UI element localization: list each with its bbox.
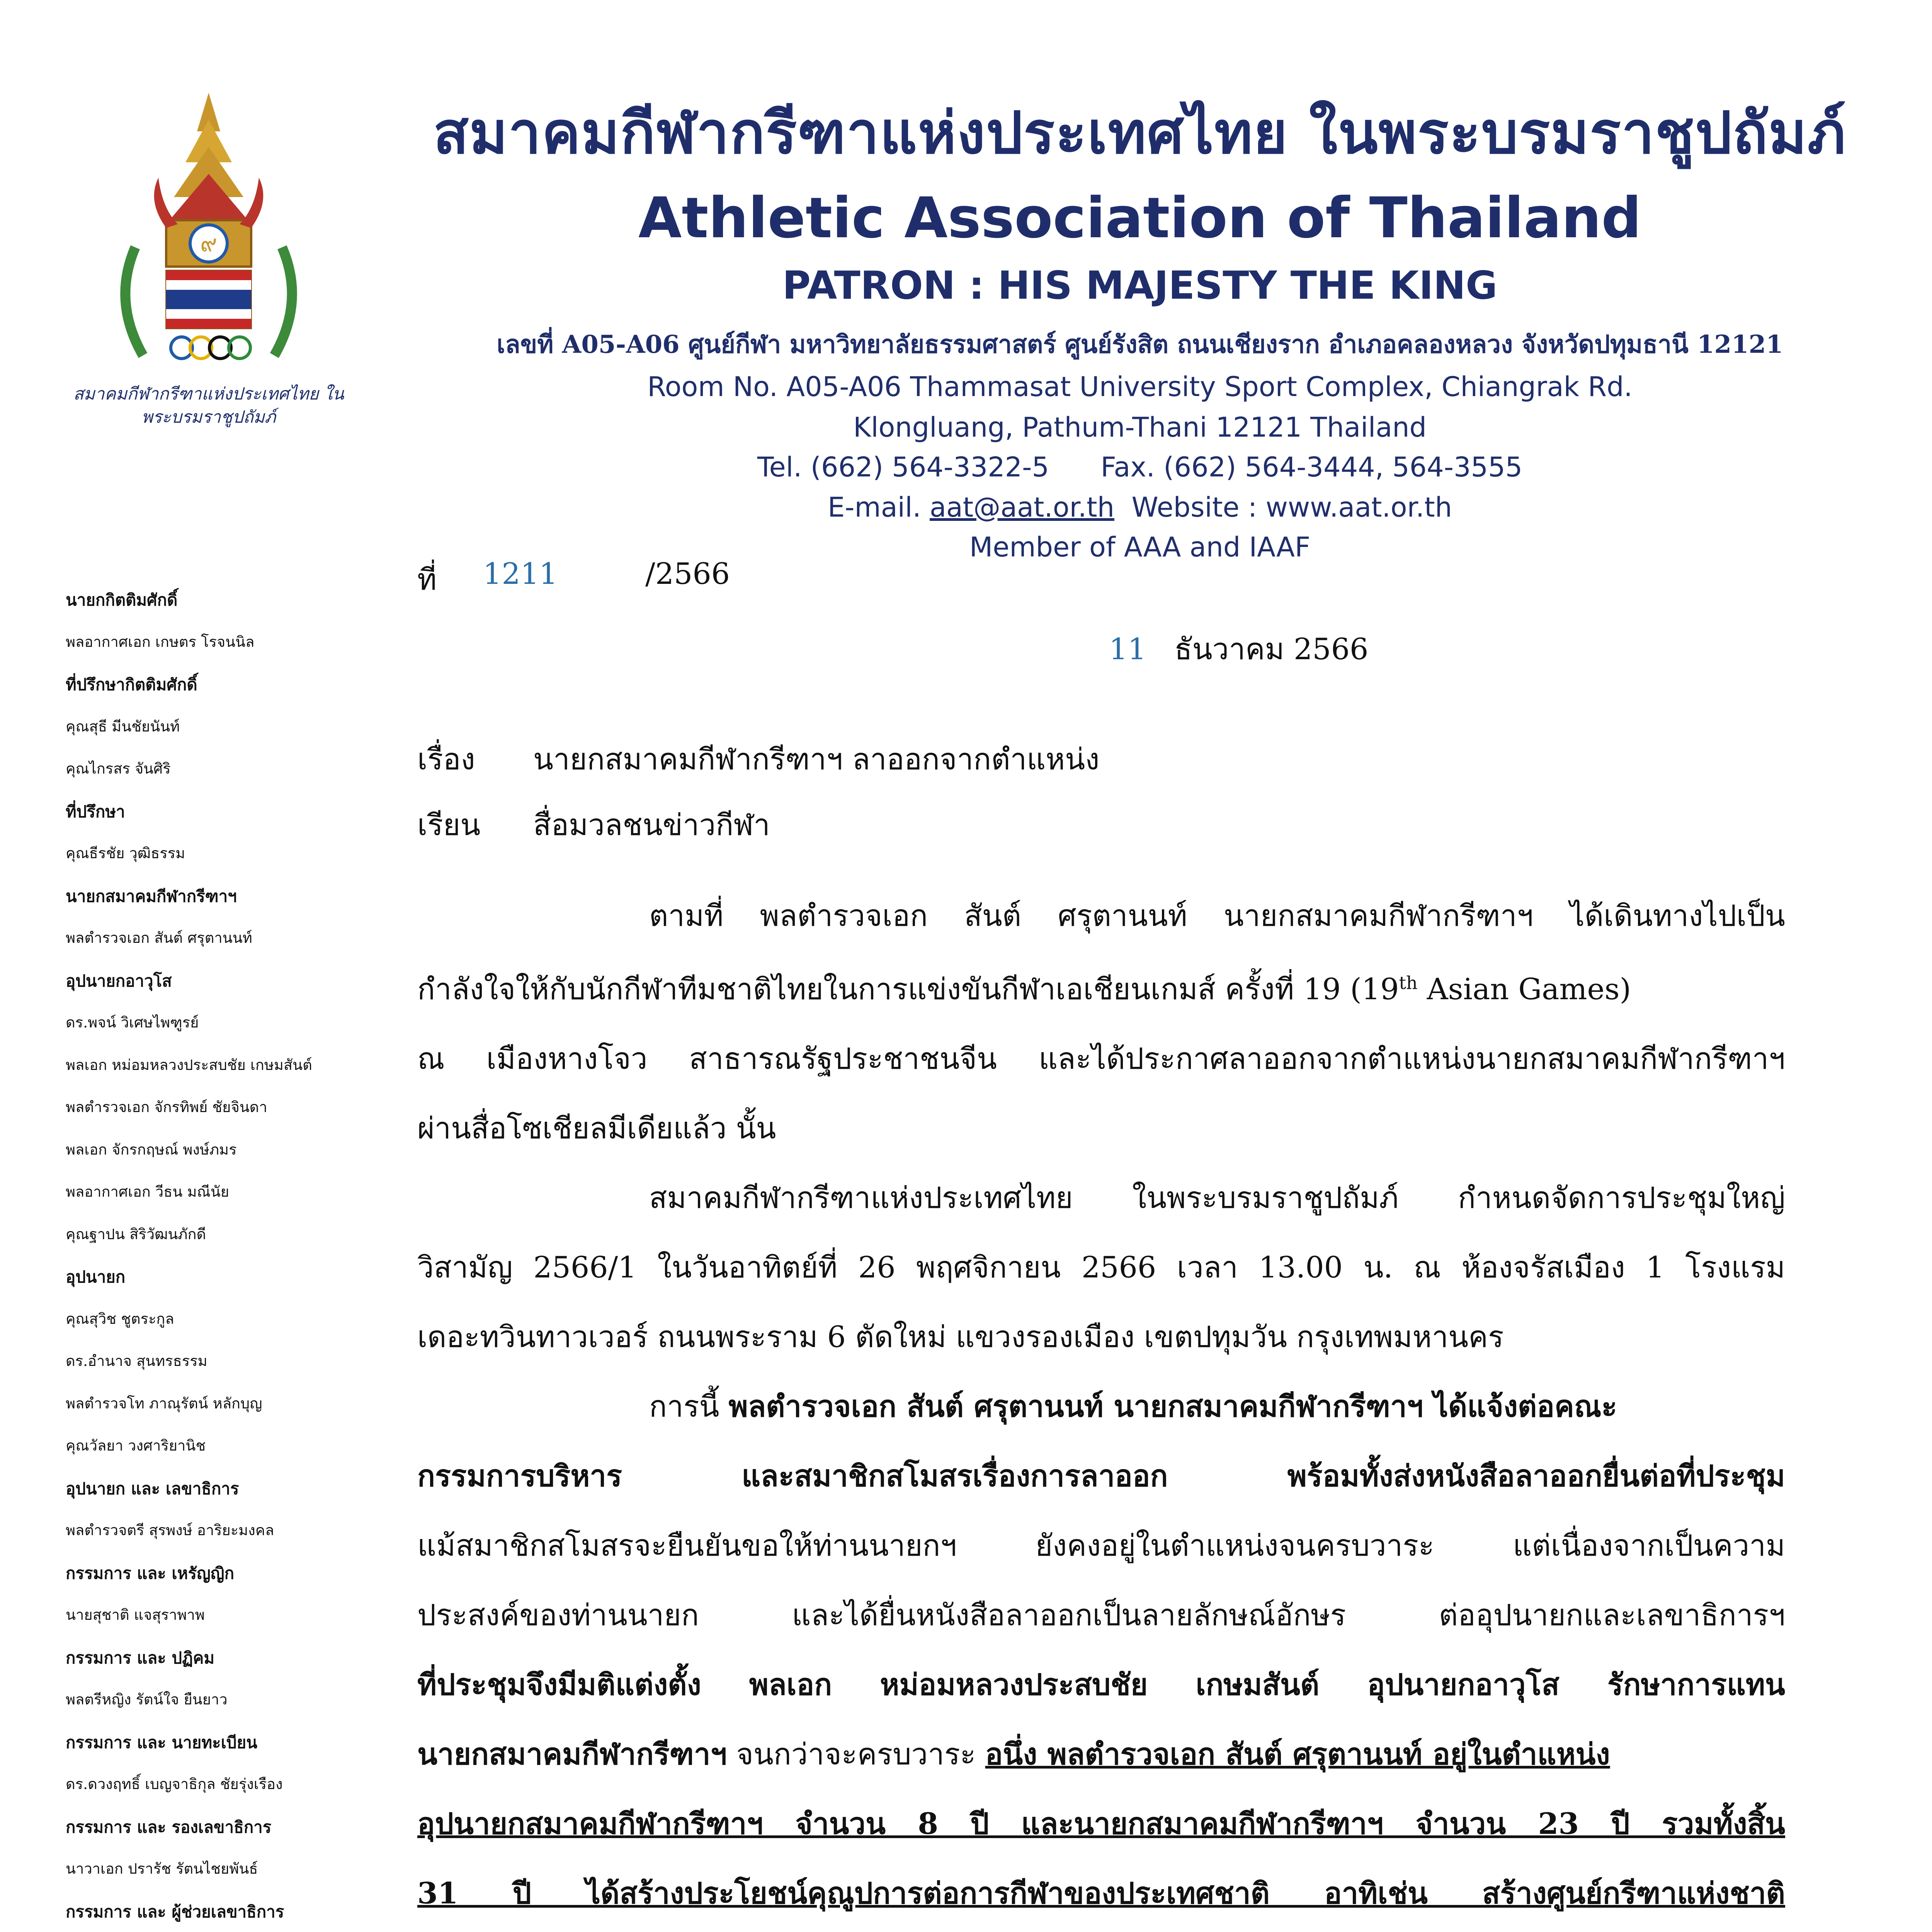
sidebar-row (66, 1222, 413, 1265)
committee-member-name: ดร.อำนาจ สุนทรธรรม (66, 1352, 207, 1369)
sidebar-row (66, 1730, 413, 1772)
email-label: E-mail. (828, 492, 921, 523)
ref-year: /2566 (645, 556, 730, 591)
sidebar-row (66, 1899, 413, 1932)
header-patron: PATRON : HIS MAJESTY THE KING (782, 263, 1498, 308)
committee-position: อุปนายกอาวุโส (66, 971, 172, 990)
ref-number: 1211 (483, 556, 558, 591)
sidebar-row (66, 1307, 413, 1349)
committee-position: นายกสมาคมกีฬากรีฑาฯ (66, 886, 237, 906)
committee-position: กรรมการ และ รองเลขาธิการ (66, 1817, 272, 1837)
sidebar-row (66, 1645, 413, 1688)
sidebar-row (66, 926, 413, 968)
p3-line-1: การนี้ พลตำรวจเอก สันต์ ศรุตานนท์ นายกสมาคมกีฬากรีฑาฯ ได้แจ้งต่อคณะ (649, 1389, 1617, 1423)
committee-position: กรรมการ และ นายทะเบียน (66, 1733, 257, 1752)
committee-position: นายกกิตติมศักดิ์ (66, 590, 178, 609)
website[interactable]: Website : www.aat.or.th (1131, 492, 1452, 523)
header-address-en-2: Klongluang, Pathum-Thani 12121 Thailand (853, 412, 1427, 443)
header-address-en-1: Room No. A05-A06 Thammasat University Sport Complex, Chiangrak Rd. (647, 371, 1633, 403)
p3-line-4: ประสงค์ของท่านนายก และได้ยื่นหนังสือลาออกเป็นลายลักษณ์อักษร ต่ออุปนายกและเลขาธิการฯ (417, 1598, 1785, 1632)
sidebar-row (66, 587, 413, 630)
header-title-english: Athletic Association of Thailand (638, 185, 1641, 251)
header-phone: Tel. (662) 564-3322-5 (757, 451, 1049, 483)
p1-line-1: ตามที่ พลตำรวจเอก สันต์ ศรุตานนท์ นายกสมาคมกีฬากรีฑาฯ ได้เดินทางไปเป็น (649, 898, 1785, 933)
date-month-year: ธันวาคม 2566 (1174, 632, 1369, 666)
committee-member-name: นาวาเอก ปรารัช รัตนไชยพันธ์ (66, 1860, 258, 1877)
header-contact-phone-fax (386, 451, 1893, 483)
sidebar-row (66, 630, 413, 672)
svg-text:๙: ๙ (200, 230, 217, 257)
sidebar-row (66, 1815, 413, 1857)
sidebar-row (66, 799, 413, 842)
sidebar-row (66, 1603, 413, 1645)
committee-member-name: ดร.พจน์ วิเศษไพฑูรย์ (66, 1014, 199, 1031)
committee-position: กรรมการ และ ผู้ช่วยเลขาธิการ (66, 1902, 284, 1921)
committee-member-name: คุณฐาปน สิริวัฒนภักดี (66, 1225, 206, 1243)
subject-text: นายกสมาคมกีฬากรีฑาฯ ลาออกจากตำแหน่ง (533, 742, 1100, 776)
document-date (1109, 626, 1368, 672)
sidebar-row (66, 672, 413, 714)
committee-position: อุปนายก และ เลขาธิการ (66, 1479, 239, 1498)
committee-position: อุปนายก (66, 1267, 126, 1286)
p3-line-8: 31 ปี ได้สร้างประโยชน์คุณูปการต่อการกีฬาของประเทศชาติ อาทิเช่น สร้างศูนย์กรีฑาแห่งชาติ (417, 1876, 1785, 1910)
sidebar-row (66, 1138, 413, 1180)
sidebar-row (66, 714, 413, 757)
sidebar-row (66, 968, 413, 1011)
sidebar-row (66, 1095, 413, 1138)
p3-line-7: อุปนายกสมาคมกีฬากรีฑาฯ จำนวน 8 ปี และนายกสมาคมกีฬากรีฑาฯ จำนวน 23 ปี รวมทั้งสิ้น (417, 1806, 1785, 1841)
p2-line-1: สมาคมกีฬากรีฑาแห่งประเทศไทย ในพระบรมราชูปถัมภ์ กำหนดจัดการประชุมใหญ่ (649, 1180, 1785, 1215)
sidebar-row (66, 1264, 413, 1307)
committee-member-name: นายสุชาติ แจสุราพาพ (66, 1606, 205, 1623)
sidebar-row (66, 1772, 413, 1815)
sidebar-row (66, 1010, 413, 1053)
p2-line-3: เดอะทวินทาวเวอร์ ถนนพระราม 6 ตัดใหม่ แขวงรองเมือง เขตปทุมวัน กรุงเทพมหานคร (417, 1320, 1504, 1354)
p3-line-6: นายกสมาคมกีฬากรีฑาฯ จนกว่าจะครบวาระ อนึ่ง พลตำรวจเอก สันต์ ศรุตานนท์ อยู่ในตำแหน่ง (417, 1737, 1610, 1771)
committee-member-name: พลอากาศเอก เกษตร โรจนนิล (66, 633, 255, 650)
header-contact-web (386, 492, 1893, 523)
committee-member-name: คุณไกรสร จันศิริ (66, 760, 171, 777)
p2-line-2: วิสามัญ 2566/1 ในวันอาทิตย์ที่ 26 พฤศจิกายน 2566 เวลา 13.00 น. ณ ห้องจรัสเมือง 1 โรงแรม (417, 1250, 1785, 1284)
date-day: 11 (1109, 632, 1146, 666)
sidebar-row (66, 1518, 413, 1561)
reference-line (417, 556, 437, 603)
committee-member-name: คุณสุธี มีนชัยนันท์ (66, 718, 180, 735)
committee-position: ที่ปรึกษา (66, 802, 125, 821)
committee-position: กรรมการ และ เหรัญญิก (66, 1563, 235, 1583)
subject-label: เรื่อง (417, 742, 475, 776)
committee-member-name: คุณธีรชัย วุฒิธรรม (66, 845, 185, 862)
recipient-label: เรียน (417, 808, 481, 842)
sidebar-row (66, 1053, 413, 1095)
sidebar-row (66, 1476, 413, 1519)
p3-line-2: กรรมการบริหาร และสมาชิกสโมสรเรื่องการลาออก พร้อมทั้งส่งหนังสือลาออกยื่นต่อที่ประชุม (417, 1459, 1785, 1493)
sidebar-row (66, 1687, 413, 1730)
sidebar-row (66, 884, 413, 926)
p1-line-3: ณ เมืองหางโจว สาธารณรัฐประชาชนจีน และได้ประกาศลาออกจากตำแหน่งนายกสมาคมกีฬากรีฑาฯ (417, 1041, 1785, 1076)
committee-member-name: พลตำรวจโท ภาณุรัตน์ หลักบุญ (66, 1395, 262, 1412)
committee-sidebar (66, 587, 413, 1932)
recipient-text: สื่อมวลชนข่าวกีฬา (533, 808, 770, 842)
header-fax: Fax. (662) 564-3444, 564-3555 (1100, 451, 1523, 483)
association-logo (70, 85, 348, 433)
committee-member-name: คุณสุวิช ชูตระกูล (66, 1310, 174, 1327)
committee-member-name: พลตำรวจเอก จักรทิพย์ ชัยจินดา (66, 1099, 267, 1116)
sidebar-row (66, 1561, 413, 1603)
committee-member-name: คุณวัลยา วงศาริยานิช (66, 1437, 206, 1454)
header-title-thai: สมาคมกีฬากรีฑาแห่งประเทศไทย ในพระบรมราชูปถัมภ์ (433, 99, 1847, 167)
email-link[interactable]: aat@aat.or.th (930, 492, 1114, 523)
committee-member-name: พลตำรวจเอก สันต์ ศรุตานนท์ (66, 929, 252, 946)
logo-caption: สมาคมกีฬากรีฑาแห่งประเทศไทย ในพระบรมราชูปถัมภ์ (73, 384, 344, 427)
committee-position: ที่ปรึกษากิตติมศักดิ์ (66, 675, 197, 694)
sidebar-row (66, 1391, 413, 1434)
committee-member-name: พลตรีหญิง รัตน์ใจ ยืนยาว (66, 1691, 228, 1708)
committee-member-name: พลเอก หม่อมหลวงประสบชัย เกษมสันต์ (66, 1056, 312, 1073)
sidebar-row (66, 1180, 413, 1222)
p1-line-4: ผ่านสื่อโซเชียลมีเดียแล้ว นั้น (417, 1111, 776, 1145)
committee-member-name: ดร.ดวงฤทธิ์ เบญจาธิกุล ชัยรุ่งเรือง (66, 1776, 283, 1793)
sidebar-row (66, 1349, 413, 1391)
logo-emblem (70, 85, 348, 433)
header-address-thai: เลขที่ A05-A06 ศูนย์กีฬา มหาวิทยาลัยธรรมศาสตร์ ศูนย์รังสิต ถนนเชียงราก อำเภอคลองหลวง จังหวัดปทุมธานี 12121 (497, 330, 1783, 359)
sidebar-row (66, 841, 413, 884)
committee-member-name: พลอากาศเอก วีธน มณีนัย (66, 1183, 229, 1200)
ref-label: ที่ (417, 562, 437, 597)
committee-position: กรรมการ และ ปฏิคม (66, 1648, 215, 1667)
p1-line-2: กำลังใจให้กับนักกีฬาทีมชาติไทยในการแข่งขันกีฬาเอเชียนเกมส์ ครั้งที่ 19 (19th Asian Games) (417, 972, 1631, 1006)
sidebar-row (66, 1434, 413, 1476)
p3-line-5: ที่ประชุมจึงมีมติแต่งตั้ง พลเอก หม่อมหลวงประสบชัย เกษมสันต์ อุปนายกอาวุโส รักษาการแทน (417, 1667, 1785, 1702)
committee-member-name: พลเอก จักรกฤษณ์ พงษ์ภมร (66, 1141, 237, 1158)
committee-member-name: พลตำรวจตรี สุรพงษ์ อาริยะมงคล (66, 1522, 274, 1539)
header-member: Member of AAA and IAAF (969, 531, 1311, 563)
sidebar-row (66, 1857, 413, 1899)
sidebar-row (66, 757, 413, 799)
p3-line-3: แม้สมาชิกสโมสรจะยืนยันขอให้ท่านนายกฯ ยังคงอยู่ในตำแหน่งจนครบวาระ แต่เนื่องจากเป็นความ (417, 1528, 1785, 1563)
